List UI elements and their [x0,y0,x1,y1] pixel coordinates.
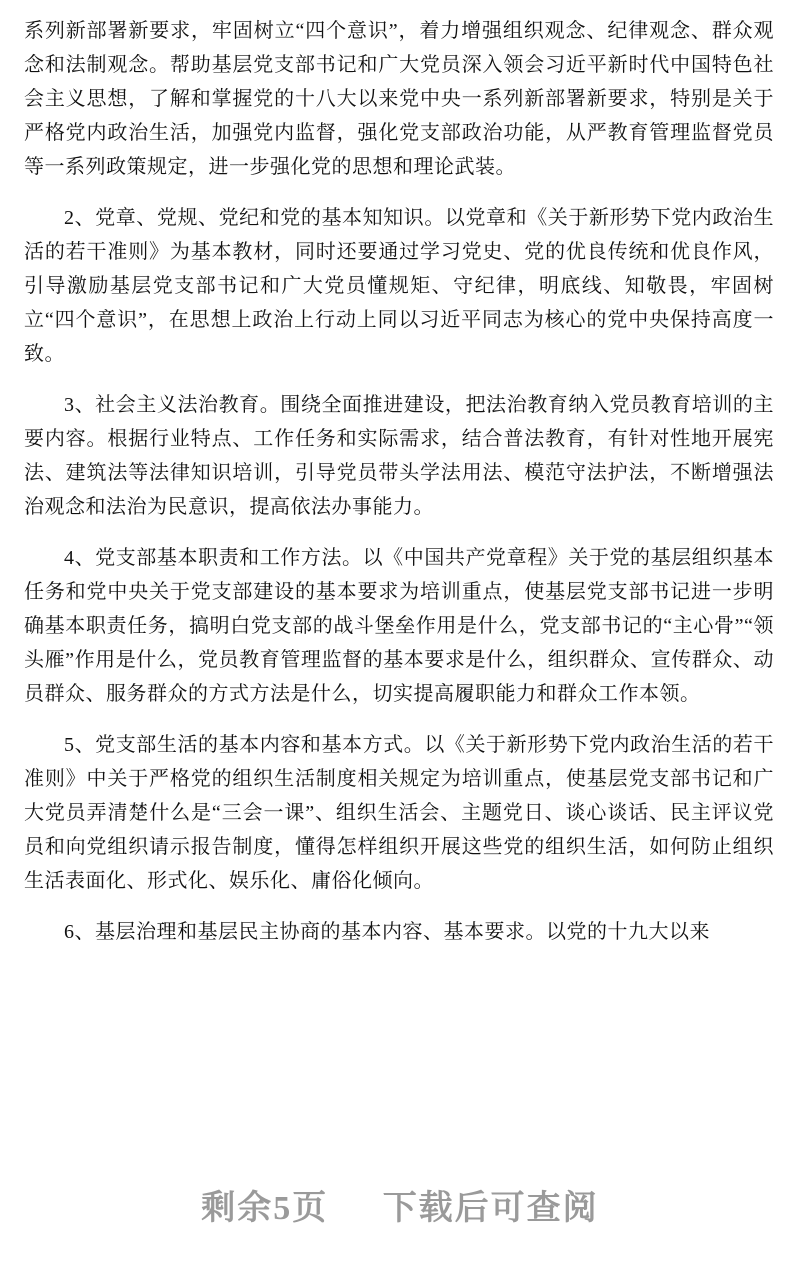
paragraph-item-2: 2、党章、党规、党纪和党的基本知知识。以党章和《关于新形势下党内政治生活的若干准则》为基本教材，同时还要通过学习党史、党的优良传统和优良作风，引导激励基层党支部书记和广大党员懂规矩、守纪律，明底线、知敬畏，牢固树立“四个意识”，在思想上政治上行动上同以习近平同志为核心的党中央保持高度一致。 [24,207,774,365]
pages-remaining-label: 剩余5页 [201,1190,329,1227]
pages-remaining-notice [0,1180,800,1229]
download-hint-label: 下载后可查阅 [382,1190,599,1227]
paragraph-item-4: 4、党支部基本职责和工作方法。以《中国共产党章程》关于党的基层组织基本任务和党中央关于党支部建设的基本要求为培训重点，使基层党支部书记进一步明确基本职责任务，搞明白党支部的战斗堡垒作用是什么，党支部书记的“主心骨”“领头雁”作用是什么，党员教育管理监督的基本要求是什么，组织群众、宣传群众、动员群众、服务群众的方式方法是什么，切实提高履职能力和群众工作本领。 [24,547,774,705]
paragraph-continuation: 系列新部署新要求，牢固树立“四个意识”，着力增强组织观念、纪律观念、群众观念和法制观念。帮助基层党支部书记和广大党员深入领会习近平新时代中国特色社会主义思想，了解和掌握党的十八大以来党中央一系列新部署新要求，特别是关于严格党内政治生活，加强党内监督，强化党支部政治功能，从严教育管理监督党员等一系列政策规定，进一步强化党的思想和理论武装。 [24,20,774,178]
paragraph-item-5: 5、党支部生活的基本内容和基本方式。以《关于新形势下党内政治生活的若干准则》中关于严格党的组织生活制度相关规定为培训重点，使基层党支部书记和广大党员弄清楚什么是“三会一课”、组织生活会、主题党日、谈心谈话、民主评议党员和向党组织请示报告制度，懂得怎样组织开展这些党的组织生活，如何防止组织生活表面化、形式化、娱乐化、庸俗化倾向。 [24,734,774,892]
paragraph-item-3: 3、社会主义法治教育。围绕全面推进建设，把法治教育纳入党员教育培训的主要内容。根据行业特点、工作任务和实际需求，结合普法教育，有针对性地开展宪法、建筑法等法律知识培训，引导党员带头学法用法、模范守法护法，不断增强法治观念和法治为民意识，提高依法办事能力。 [24,394,774,518]
paragraph-item-6: 6、基层治理和基层民主协商的基本内容、基本要求。以党的十九大以来 [64,921,710,943]
